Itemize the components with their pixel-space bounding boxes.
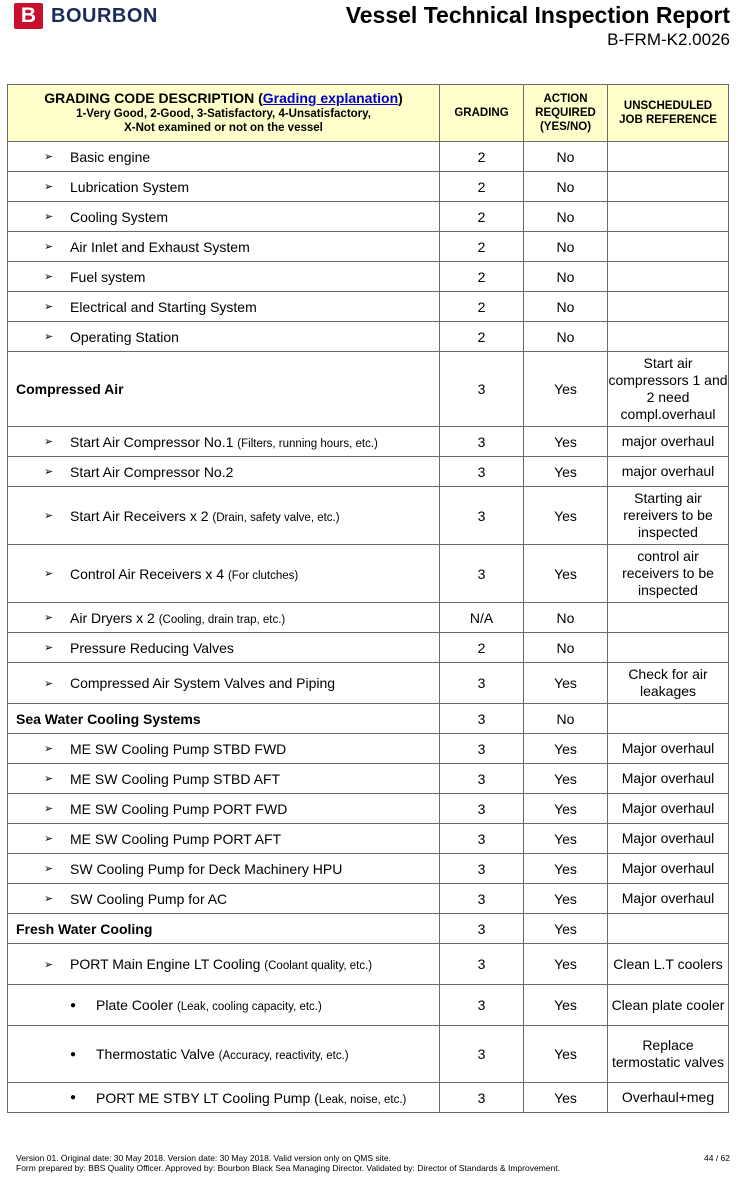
job-reference-cell	[608, 232, 729, 262]
grade-cell: 2	[440, 202, 524, 232]
action-cell: Yes	[524, 663, 608, 704]
table-row	[8, 322, 729, 352]
arrow-bullet-icon: ➢	[44, 436, 54, 448]
item-cell	[8, 352, 440, 427]
table-row	[8, 824, 729, 854]
action-cell: Yes	[524, 914, 608, 944]
item-note: (Filters, running hours, etc.)	[237, 437, 378, 450]
grade-cell: N/A	[440, 603, 524, 633]
item-label: Basic engine	[70, 148, 151, 165]
bourbon-logo	[14, 3, 158, 29]
job-reference-cell: Major overhaul	[608, 794, 729, 824]
logo-text: BOURBON	[51, 4, 158, 27]
grade-cell: 3	[440, 884, 524, 914]
item-cell	[8, 794, 440, 824]
action-cell: No	[524, 633, 608, 663]
grade-cell: 3	[440, 1083, 524, 1113]
arrow-bullet-icon: ➢	[44, 241, 54, 253]
arrow-bullet-icon: ➢	[44, 181, 54, 193]
job-reference-cell: Replace termostatic valves	[608, 1026, 729, 1083]
grade-cell: 2	[440, 633, 524, 663]
action-cell: Yes	[524, 734, 608, 764]
item-label: Lubrication System	[70, 178, 190, 195]
arrow-bullet-icon: ➢	[44, 466, 54, 478]
item-note: (Accuracy, reactivity, etc.)	[218, 1050, 349, 1062]
table-row	[8, 944, 729, 985]
table-row	[8, 262, 729, 292]
grade-cell: 2	[440, 292, 524, 322]
item-cell	[8, 914, 440, 944]
action-cell: Yes	[524, 545, 608, 603]
item-cell	[8, 884, 440, 914]
job-reference-cell: Major overhaul	[608, 884, 729, 914]
job-reference-cell	[608, 633, 729, 663]
table-row	[8, 764, 729, 794]
grade-cell: 3	[440, 944, 524, 985]
arrow-bullet-icon: ➢	[44, 642, 54, 654]
job-reference-cell	[608, 704, 729, 734]
item-cell	[8, 232, 440, 262]
grade-cell: 3	[440, 663, 524, 704]
table-row	[8, 884, 729, 914]
action-cell: No	[524, 704, 608, 734]
item-cell	[8, 457, 440, 487]
action-header-line1: ACTION	[543, 93, 588, 105]
grade-cell: 2	[440, 322, 524, 352]
item-cell	[8, 1026, 440, 1083]
item-cell	[8, 704, 440, 734]
section-row	[8, 914, 729, 944]
inspection-table	[7, 84, 729, 1113]
item-label: Start Air Receivers x 2	[70, 507, 209, 524]
item-label: Compressed Air System Valves and Piping	[70, 675, 336, 691]
arrow-bullet-icon: ➢	[44, 803, 54, 815]
job-header-line2: JOB REFERENCE	[619, 114, 717, 126]
item-label: Air Inlet and Exhaust System	[70, 238, 250, 255]
bullet-icon: ●	[70, 1048, 77, 1060]
action-cell: Yes	[524, 985, 608, 1026]
job-reference-cell	[608, 914, 729, 944]
item-label: Pressure Reducing Valves	[70, 639, 234, 656]
arrow-bullet-icon: ➢	[44, 677, 54, 690]
table-row	[8, 202, 729, 232]
action-header-line3: (YES/NO)	[539, 121, 592, 133]
action-cell: Yes	[524, 457, 608, 487]
arrow-bullet-icon: ➢	[44, 958, 54, 971]
document-code: B-FRM-K2.0026	[607, 30, 730, 49]
item-label: PORT Main Engine LT Cooling	[70, 956, 261, 972]
job-reference-cell	[608, 322, 729, 352]
item-label: Air Dryers x 2	[70, 609, 155, 626]
job-reference-cell	[608, 262, 729, 292]
table-row	[8, 292, 729, 322]
table-row	[8, 427, 729, 457]
table-row	[8, 487, 729, 545]
grading-scale-line1: 1-Very Good, 2-Good, 3-Satisfactory, 4-Unsatisfactory,	[76, 108, 371, 120]
item-label: ME SW Cooling Pump STBD AFT	[70, 770, 281, 787]
grade-cell: 3	[440, 352, 524, 427]
page-number: 44 / 62	[704, 1153, 730, 1163]
job-header-line1: UNSCHEDULED	[623, 100, 713, 112]
table-row	[8, 457, 729, 487]
item-cell	[8, 633, 440, 663]
item-cell	[8, 545, 440, 603]
item-label: Electrical and Starting System	[70, 298, 257, 315]
item-cell	[8, 824, 440, 854]
item-label: Operating Station	[70, 328, 179, 345]
job-reference-cell: Major overhaul	[608, 764, 729, 794]
action-required-header	[524, 85, 608, 142]
grade-cell: 3	[440, 457, 524, 487]
item-cell	[8, 487, 440, 545]
item-cell	[8, 603, 440, 633]
item-label: Cooling System	[70, 208, 169, 225]
grading-code-description-header	[8, 85, 440, 142]
arrow-bullet-icon: ➢	[44, 568, 54, 580]
job-reference-cell: Check for air leakages	[608, 663, 729, 704]
item-cell	[8, 142, 440, 172]
section-row	[8, 704, 729, 734]
job-reference-cell: Major overhaul	[608, 824, 729, 854]
action-cell: No	[524, 232, 608, 262]
action-cell: Yes	[524, 1083, 608, 1113]
table-row	[8, 663, 729, 704]
item-cell	[8, 1083, 440, 1113]
page-title: Vessel Technical Inspection Report	[345, 2, 730, 28]
table-row	[8, 734, 729, 764]
item-note: (Leak, cooling capacity, etc.)	[176, 1001, 322, 1013]
grade-cell: 3	[440, 985, 524, 1026]
action-cell: Yes	[524, 1026, 608, 1083]
grade-cell: 3	[440, 734, 524, 764]
arrow-bullet-icon: ➢	[44, 833, 54, 845]
item-cell	[8, 427, 440, 457]
arrow-bullet-icon: ➢	[44, 773, 54, 785]
item-note: (Coolant quality, etc.)	[264, 960, 373, 972]
action-cell: No	[524, 603, 608, 633]
job-reference-cell	[608, 292, 729, 322]
arrow-bullet-icon: ➢	[44, 211, 54, 223]
footer	[16, 1153, 560, 1173]
job-reference-cell: Major overhaul	[608, 734, 729, 764]
item-cell	[8, 322, 440, 352]
item-label: ME SW Cooling Pump PORT FWD	[70, 800, 288, 817]
item-cell	[8, 764, 440, 794]
action-cell: No	[524, 142, 608, 172]
item-cell	[8, 985, 440, 1026]
grade-cell: 3	[440, 427, 524, 457]
table-row	[8, 172, 729, 202]
table-row	[8, 633, 729, 663]
item-cell	[8, 172, 440, 202]
grade-cell: 3	[440, 545, 524, 603]
table-row	[8, 1026, 729, 1083]
table-row	[8, 545, 729, 603]
item-label: Fuel system	[70, 268, 146, 285]
arrow-bullet-icon: ➢	[44, 331, 54, 343]
footer-version-line: Version 01. Original date: 30 May 2018. Version date: 30 May 2018. Valid version only on QMS site.	[16, 1153, 392, 1163]
item-label: Compressed Air	[16, 381, 124, 397]
action-cell: Yes	[524, 427, 608, 457]
item-cell	[8, 734, 440, 764]
job-reference-cell	[608, 142, 729, 172]
bullet-icon: ●	[70, 999, 77, 1011]
item-label: PORT ME STBY LT Cooling Pump (	[96, 1089, 319, 1106]
grade-cell: 2	[440, 262, 524, 292]
desc-title-prefix: GRADING CODE DESCRIPTION (	[44, 90, 263, 106]
grade-cell: 3	[440, 914, 524, 944]
item-label: Plate Cooler	[96, 997, 174, 1013]
table-row	[8, 232, 729, 262]
bullet-icon: ●	[70, 1092, 77, 1103]
action-cell: Yes	[524, 884, 608, 914]
job-reference-cell: Clean plate cooler	[608, 985, 729, 1026]
job-reference-cell: Starting air rereivers to be inspected	[608, 487, 729, 545]
job-reference-cell: major overhaul	[608, 427, 729, 457]
grade-cell: 3	[440, 854, 524, 884]
arrow-bullet-icon: ➢	[44, 863, 54, 875]
table-row	[8, 603, 729, 633]
item-cell	[8, 262, 440, 292]
job-reference-cell: Clean L.T coolers	[608, 944, 729, 985]
grade-cell: 2	[440, 232, 524, 262]
item-label: ME SW Cooling Pump PORT AFT	[70, 830, 282, 847]
item-label: Start Air Compressor No.1	[70, 433, 234, 450]
grade-cell: 2	[440, 172, 524, 202]
action-cell: No	[524, 292, 608, 322]
logo-mark: B	[14, 3, 43, 29]
table-row	[8, 794, 729, 824]
job-reference-cell: Overhaul+meg	[608, 1083, 729, 1113]
arrow-bullet-icon: ➢	[44, 301, 54, 313]
arrow-bullet-icon: ➢	[44, 743, 54, 755]
action-cell: Yes	[524, 944, 608, 985]
action-cell: Yes	[524, 794, 608, 824]
desc-title-suffix: )	[398, 90, 403, 106]
section-row	[8, 352, 729, 427]
arrow-bullet-icon: ➢	[44, 510, 54, 522]
item-label: SW Cooling Pump for AC	[70, 890, 228, 907]
table-row	[8, 854, 729, 884]
grade-cell: 3	[440, 794, 524, 824]
item-cell	[8, 202, 440, 232]
item-cell	[8, 292, 440, 322]
action-cell: No	[524, 262, 608, 292]
table-row	[8, 985, 729, 1026]
arrow-bullet-icon: ➢	[44, 612, 54, 624]
item-label: ME SW Cooling Pump STBD FWD	[70, 740, 287, 757]
unscheduled-job-reference-header	[608, 85, 729, 142]
item-note: (Drain, safety valve, etc.)	[212, 511, 340, 524]
grade-cell: 3	[440, 824, 524, 854]
item-label: Thermostatic Valve	[96, 1046, 215, 1062]
job-reference-cell	[608, 172, 729, 202]
item-note: (Cooling, drain trap, etc.)	[158, 613, 286, 626]
job-reference-cell	[608, 603, 729, 633]
arrow-bullet-icon: ➢	[44, 271, 54, 283]
grading-explanation-link[interactable]: Grading explanation	[262, 90, 399, 106]
item-note: (For clutches)	[227, 569, 299, 582]
grading-header: GRADING	[440, 85, 524, 142]
action-cell: Yes	[524, 352, 608, 427]
item-label: Control Air Receivers x 4	[70, 565, 225, 582]
grade-cell: 3	[440, 704, 524, 734]
arrow-bullet-icon: ➢	[44, 893, 54, 905]
table-header-row	[8, 85, 729, 142]
job-reference-cell: major overhaul	[608, 457, 729, 487]
action-cell: No	[524, 202, 608, 232]
action-cell: No	[524, 322, 608, 352]
job-reference-cell	[608, 202, 729, 232]
item-label: Start Air Compressor No.2	[70, 463, 234, 480]
job-reference-cell: Start air compressors 1 and 2 need compl.overhaul	[608, 352, 729, 427]
job-reference-cell: Major overhaul	[608, 854, 729, 884]
item-cell	[8, 944, 440, 985]
job-reference-cell: control air receivers to be inspected	[608, 545, 729, 603]
action-cell: Yes	[524, 854, 608, 884]
footer-approval-line: Form prepared by: BBS Quality Officer. Approved by: Bourbon Black Sea Managing Director. Validated by: Director of Standards & Improvement.	[16, 1163, 560, 1173]
grade-cell: 3	[440, 764, 524, 794]
action-cell: Yes	[524, 764, 608, 794]
action-cell: Yes	[524, 487, 608, 545]
grade-cell: 3	[440, 487, 524, 545]
table-row	[8, 1083, 729, 1113]
item-cell	[8, 854, 440, 884]
action-header-line2: REQUIRED	[535, 107, 596, 119]
grade-cell: 2	[440, 142, 524, 172]
item-note: Leak, noise, etc.)	[318, 1093, 407, 1106]
grade-cell: 3	[440, 1026, 524, 1083]
arrow-bullet-icon: ➢	[44, 151, 54, 163]
table-row	[8, 142, 729, 172]
item-label: Fresh Water Cooling	[16, 920, 153, 937]
action-cell: Yes	[524, 824, 608, 854]
item-label: Sea Water Cooling Systems	[16, 710, 201, 727]
action-cell: No	[524, 172, 608, 202]
grading-scale-line2: X-Not examined or not on the vessel	[124, 122, 323, 134]
item-cell	[8, 663, 440, 704]
item-label: SW Cooling Pump for Deck Machinery HPU	[70, 860, 343, 877]
